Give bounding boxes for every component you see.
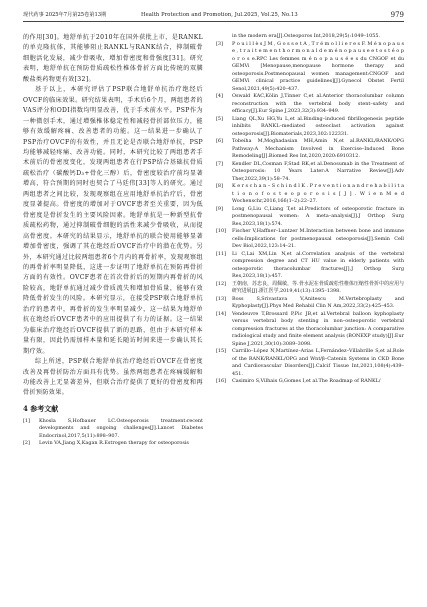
reference-item: [23, 418, 203, 441]
reference-number: [7]: [216, 160, 223, 167]
reference-item: [216, 348, 404, 378]
journal-name: 现代药事 2025年7月第25卷第13期: [23, 12, 107, 18]
reference-number: [16]: [216, 378, 227, 384]
paragraph-3: 综上所述，PSP联合地舒单抗治疗绝经后OVCF在骨密度改善及再骨折防治方面具有优势。虽然两组患者在疼痛缓解和功能改善上无显著差异，但联合治疗提供了更好的骨密度和再骨折预防效果。: [23, 358, 203, 397]
reference-item: [216, 378, 404, 386]
reference-number: [3]: [216, 40, 223, 47]
reference-item: [216, 93, 404, 116]
reference-text: Casimiro S,Vilhais G,Gomes I,et al.The Roadmap of RANKL/: [232, 378, 381, 384]
paragraph-1: 的作用[30]。地舒单抗于2010年在国外获批上市，是RANKL的单克隆抗体，其能够阻止RANKL与RANK结合，抑制破骨细胞活化发展，减少骨吸收，增加骨密度和骨强度[31]。研究表明，地舒单抗在预防骨质疏松性椎体骨折方面比传统的双膦酸盐类药物更有效[32]。: [23, 34, 203, 83]
reference-number: [15]: [216, 348, 227, 354]
reference-text: P o u i l l è s J M , G o s s e t A , T r é m o l l i e r e s F. M é n o p a u s e , t r a i t e m e n t h o r m o n a l d e m é n o p a u s e e t o s t é o p o r o s e.RPC Les femmes m é n o p a u s é e s du CNGOF et du GEMVi [Menopause,menopause hormone therapy and osteoporosis.Postmenopausal women management:CNGOF and GEMVi clinical practice guidelines][J].Gynecol Obstet Fertil Senol,2021,49(5):420–437.: [232, 40, 404, 92]
reference-item: [216, 251, 404, 281]
reference-text: Levin VA,Jiang X,Kagan R.Estrogen therapy for osteoporosis: [39, 440, 189, 447]
reference-item: [216, 206, 404, 229]
reference-text: Oswald KAC,Kölin J,Tinner C,et al.Anterior thoracolumbar column reconstruction with the vertebral body stent–safety and efficacy[J].Eur Spine J,2023,32(3):934–949.: [232, 93, 404, 114]
reference-text: Khosla S,Hofbauer LC.Osteoporosis treatment:recent developments and ongoing challenges[J].Lancet Diabetes Endocrinol,2017,5(11):898–907.: [39, 417, 203, 439]
reference-number: [14]: [216, 310, 227, 317]
right-column: [216, 33, 404, 386]
reference-number: [13]: [216, 295, 227, 302]
reference-text: Carrillo–López N,Martínez–Arias L,Fernández–Villabrille S,et al.Role of the RANK/RANKL/OPG and Wnt/β–Catenin Systems in CKD Bone and Cardiovascular Disorders[J].Calcif Tissue Int,2021,108(4):439–451.: [232, 348, 404, 377]
reference-number: [5]: [216, 115, 223, 122]
reference-number: [1]: [23, 417, 30, 424]
page-header: [23, 9, 404, 22]
reference-number: [8]: [216, 183, 223, 189]
reference-item: [216, 161, 404, 184]
reference-text: Tobeiha M,Moghadasian MH,Amin N,et al.RANKL/RANK/OPG Pathway:A Mechanism Involved in Exercise–Induced Bone Remodeling[J].Biomed Res Int,2020,2020:6910312.: [232, 138, 404, 159]
journal-meta: Health Protection and Promotion, Jul.2025, Vol.25, No.13: [141, 12, 298, 18]
reference-text: Vendeuvre T,Brossard P,Pic JB,et al.Vertebral balloon kyphoplasty versus vertebral body stenting in non–osteoporotic vertebral compression fractures at the thoracolumbar junction: A comparative radiological study and finite element analysis (BONEXP study)[J].Eur Spine J,2021,30(10):3089–3098.: [232, 310, 404, 347]
reference-number: [9]: [216, 205, 223, 212]
reference-number: [12]: [216, 280, 227, 287]
references-heading: 4 参考文献: [23, 403, 59, 413]
reference-item: [216, 281, 404, 296]
reference-item: [216, 228, 404, 251]
reference-number: [2]: [23, 440, 30, 447]
left-column: [23, 33, 203, 448]
reference-text: Kendler DL,Cosman F,Stad RK,et al.Denosumab in the Treatment of Osteoporosis: 10 Years Later:A Narrative Review[J].Adv Ther,2022,39(1):58–74.: [232, 160, 404, 182]
reference-number: [4]: [216, 93, 223, 99]
reference-text: 王朝南，苏忠良，周佩敏，等.骨水泥在骨质疏松性椎体压缩性骨折中的应用与研究进展[J].浙江医学,2019,41(13):1395–1398.: [232, 280, 404, 294]
reference-text: Boss S,Srivastava V,Anitescu M.Vertebroplasty and Kyphoplasty[J].Phys Med Rehabil Clin N Am,2022,33(2):425–453.: [232, 295, 404, 309]
reference-text: Long G,Liu C,Liang T,et al.Predictors of osteoporotic fracture in postmenopausal women: A meta–analysis[J].J Orthop Surg Res,2023,18(1):574.: [232, 205, 404, 227]
page-number: 979: [390, 11, 404, 19]
reference-item: [216, 311, 404, 349]
reference-item: [216, 116, 404, 139]
reference-text: Li C,Lai XM,Lin N,et al.Correlation analysis of the vertebral compression degree and CT HU value in elderly patients with osteoporotic thoracolumbar fractures[J].J Orthop Surg Res,2023,18(1):457.: [232, 250, 404, 279]
reference-item: [23, 440, 203, 448]
reference-item: [216, 138, 404, 161]
reference-text: Liang QL,Xu HG,Yu L,et al.Binding–induced fibrillogenesis peptide inhibits RANKL–mediated osteoclast activation against osteoporosis[J].Biomaterials,2023,302:122331.: [232, 115, 404, 137]
reference-continuation: in the modern era[J].Osteoporos Int,2018,29(5):1049–1055.: [232, 33, 380, 39]
reference-item: [216, 41, 404, 94]
paragraph-2: 基于以上，本研究评估了PSP联合地舒单抗治疗绝经后OVCF的临床效果。研究结果表明，手术后6个月，两组患者的VAS评分和ODI指数均明显改善，优于手术前水平。PSP作为一种微创手术，通过增强椎体稳定性和减轻骨折部位压力，能够有效缓解疼痛、改善患者的功能。这一结果进一步确认了PSP治疗OVCF的有效性，并且无论是否联合地舒单抗，PSP均能够减轻疼痛、改善功能。同时，本研究比较了两组患者手术前后的骨密度变化，发现两组患者在行PSP结合基础抗骨质疏松治疗（碳酸钙D₃+骨化三醇）后，骨密度较治疗前均显著增高，符合预期的同时也契合了马廷伟[33]等人的研究。通过两组患者之间比较，发现观察组在应用地舒单抗治疗后，骨密度显著提高。骨密度的增加对于OVCF患者至关重要，因为低骨密度是骨折发生的主要风险因素。地舒单抗是一种新型抗骨质疏松药物，通过抑制破骨细胞的活性来减少骨吸收，从而提高骨密度。本研究的结果显示，地舒单抗的联合使用能够显著增加骨密度，强调了其在绝经后OVCF治疗中的潜在优势。另外，本研究通过比较两组患者6个月内的再骨折率，发现观察组的再骨折率明显降低，这进一步证明了地舒单抗在预防再骨折方面的有效性。OVCF患者在首次骨折后的短期内再骨折的风险较高，地舒单抗通过减少骨质流失和增加骨质量，能够有效降低骨折发生的风险。本研究显示，在接受PSP联合地舒单抗治疗的患者中，再骨折的发生率明显减少，这一结果为地舒单抗在绝经后OVCF患者中的应用提供了有力的证据。这一结果为临床治疗绝经后OVCF提供了新的思路，但由于本研究样本量有限，因此仍需加样本量和延长随访时间来进一步确认其长期疗效。: [23, 86, 203, 355]
reference-number: [10]: [216, 228, 227, 234]
reference-text: K e r s c h a n – S c h i n d l K . P r e v e n t i o n a n d r e h a b i l i t a t i o n o f o s t e o p o r o s i s [ J ] . W i e n M e d Wochenschr,2016,166(1–2):22–27.: [232, 183, 404, 204]
reference-text: Fischer V,Haffner–Luntzer M.Interaction between bone and immune cells:Implications for postmenopausal osteoporosis[J].Semin Cell Dev Biol,2022,123:14–21.: [232, 228, 404, 249]
reference-number: [11]: [216, 250, 227, 257]
reference-item: [216, 296, 404, 311]
reference-number: [6]: [216, 138, 223, 144]
reference-item: [216, 183, 404, 206]
